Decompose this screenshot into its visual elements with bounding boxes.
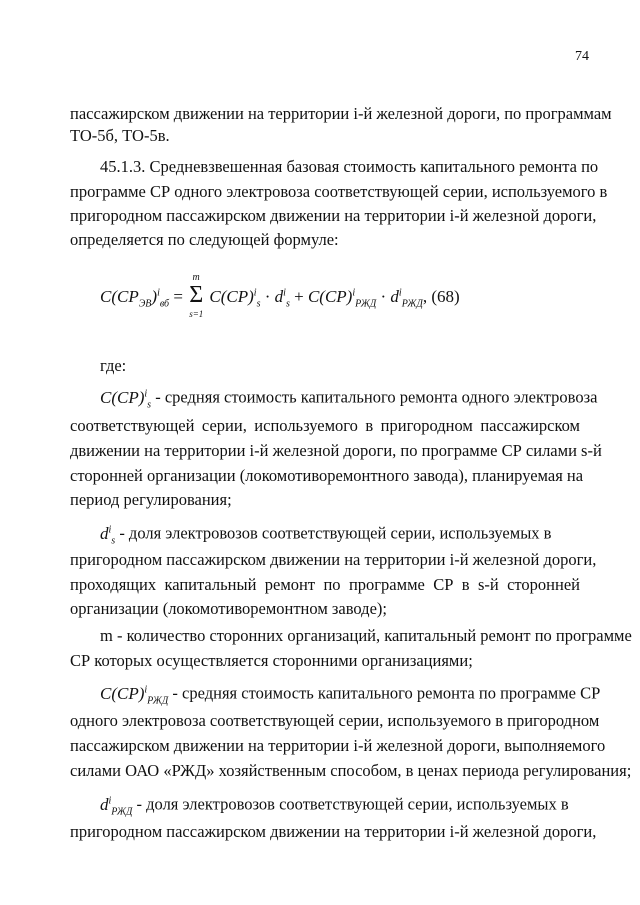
text-line: программе СР одного электровоза соответствующей серии, используемого в [70,182,608,201]
formula-lhs-sub: ЭВ [138,298,152,310]
text-line: пассажирском движении на территории i-й железной дороги, по программам [70,104,612,123]
formula-lhs-close: ) [151,287,158,306]
text-line: соответствующей серии, используемого в пригородном пассажирском [70,416,580,435]
formula-term-cost: C(CP) [209,287,254,306]
formula-rzd-share-sup: i [398,287,402,299]
definition-cost-rzd [100,680,601,711]
definition-text: - средняя стоимость капитального ремонта одного электровоза [155,387,598,407]
symbol-cost-rzd-sup: i [144,684,148,695]
symbol-cost-s [100,387,152,411]
formula-share-sup: i [283,287,286,299]
sigma-symbol: Σ [189,282,204,308]
text-line: пригородном пассажирском движении на территории i-й железной дороги, [70,206,597,225]
text-line: пригородном пассажирском движении на территории i-й железной дороги, [70,550,597,569]
formula-rzd-share: d [390,287,399,306]
formula-dot: · [264,287,271,306]
text-line: силами ОАО «РЖД» хозяйственным способом, в ценах периода регулирования; [70,761,632,780]
definition-m: m - количество сторонних организаций, капитальный ремонт по программе [100,626,632,645]
text-line: пассажирском движении на территории i-й железной дороги, выполняемого [70,736,606,755]
formula-dot: · [380,287,387,306]
definition-share-s [100,520,580,551]
symbol-share-s-base: d [100,523,109,543]
text-line: проходящих капитальный ремонт по программе СР в s-й сторонней [70,575,580,594]
symbol-cost-s-base: C(CP) [100,387,145,407]
formula-term-sub: s [256,298,261,310]
definition-share-rzd [100,791,580,822]
formula-lhs-sup: i [157,287,160,299]
symbol-share-rzd [100,794,133,818]
symbol-share-s-sup: i [108,524,112,535]
definition-text: - доля электровозов соответствующей серии, используемых в [136,794,569,814]
definition-text: - средняя стоимость капитального ремонта по программе СР [172,683,601,703]
formula-68 [100,272,460,319]
formula-number: , (68) [422,287,460,306]
text-line: движении на территории i-й железной дороги, по программе СР силами s-й [70,441,602,460]
symbol-share-s [100,523,116,547]
symbol-share-rzd-base: d [100,794,109,814]
formula-share: d [274,287,284,306]
formula-rzd-share-sub: РЖД [401,298,423,310]
formula-share-sub: s [285,298,290,310]
where-label: где: [100,356,127,375]
text-line: период регулирования; [70,490,232,509]
formula-equals: = [173,287,183,306]
text-line: СР которых осуществляется сторонними организациями; [70,651,473,670]
symbol-share-rzd-sub: РЖД [111,806,133,818]
text-line: организации (локомотиворемонтном заводе); [70,599,387,618]
text-line: пригородном пассажирском движении на территории i-й железной дороги, [70,822,597,841]
formula-term-rzd-cost: C(CP) [307,287,353,306]
text-line: ТО-5б, ТО-5в. [70,126,170,145]
formula-plus: + [294,287,304,306]
symbol-cost-s-sup: i [144,388,148,399]
text-line: определяется по следующей формуле: [70,230,339,249]
formula-term-sup: i [253,287,257,299]
definition-text: - доля электровозов соответствующей серии, используемых в [119,523,552,543]
sum-upper-limit: m [192,272,200,283]
definition-cost-s [100,384,598,415]
symbol-cost-rzd-base: C(CP) [100,683,145,703]
summation [189,272,204,319]
page-number: 74 [575,49,589,64]
symbol-cost-rzd [100,683,169,707]
formula-lhs-sub2: вб [159,298,170,310]
text-line: сторонней организации (локомотиворемонтного завода), планируемая на [70,466,584,485]
symbol-share-rzd-sup: i [108,795,112,806]
paragraph-heading: 45.1.3. Средневзвешенная базовая стоимость капитального ремонта по [100,157,599,176]
formula-term-rzd-sup: i [352,287,356,299]
formula-term-rzd-sub: РЖД [355,298,377,310]
symbol-share-s-sub: s [111,535,116,547]
text-line: одного электровоза соответствующей серии, используемого в пригородном [70,711,600,730]
symbol-cost-s-sub: s [147,399,152,411]
symbol-cost-rzd-sub: РЖД [147,695,169,707]
formula-lhs: C(CP [100,287,139,306]
sum-lower-limit: s=1 [189,309,204,319]
